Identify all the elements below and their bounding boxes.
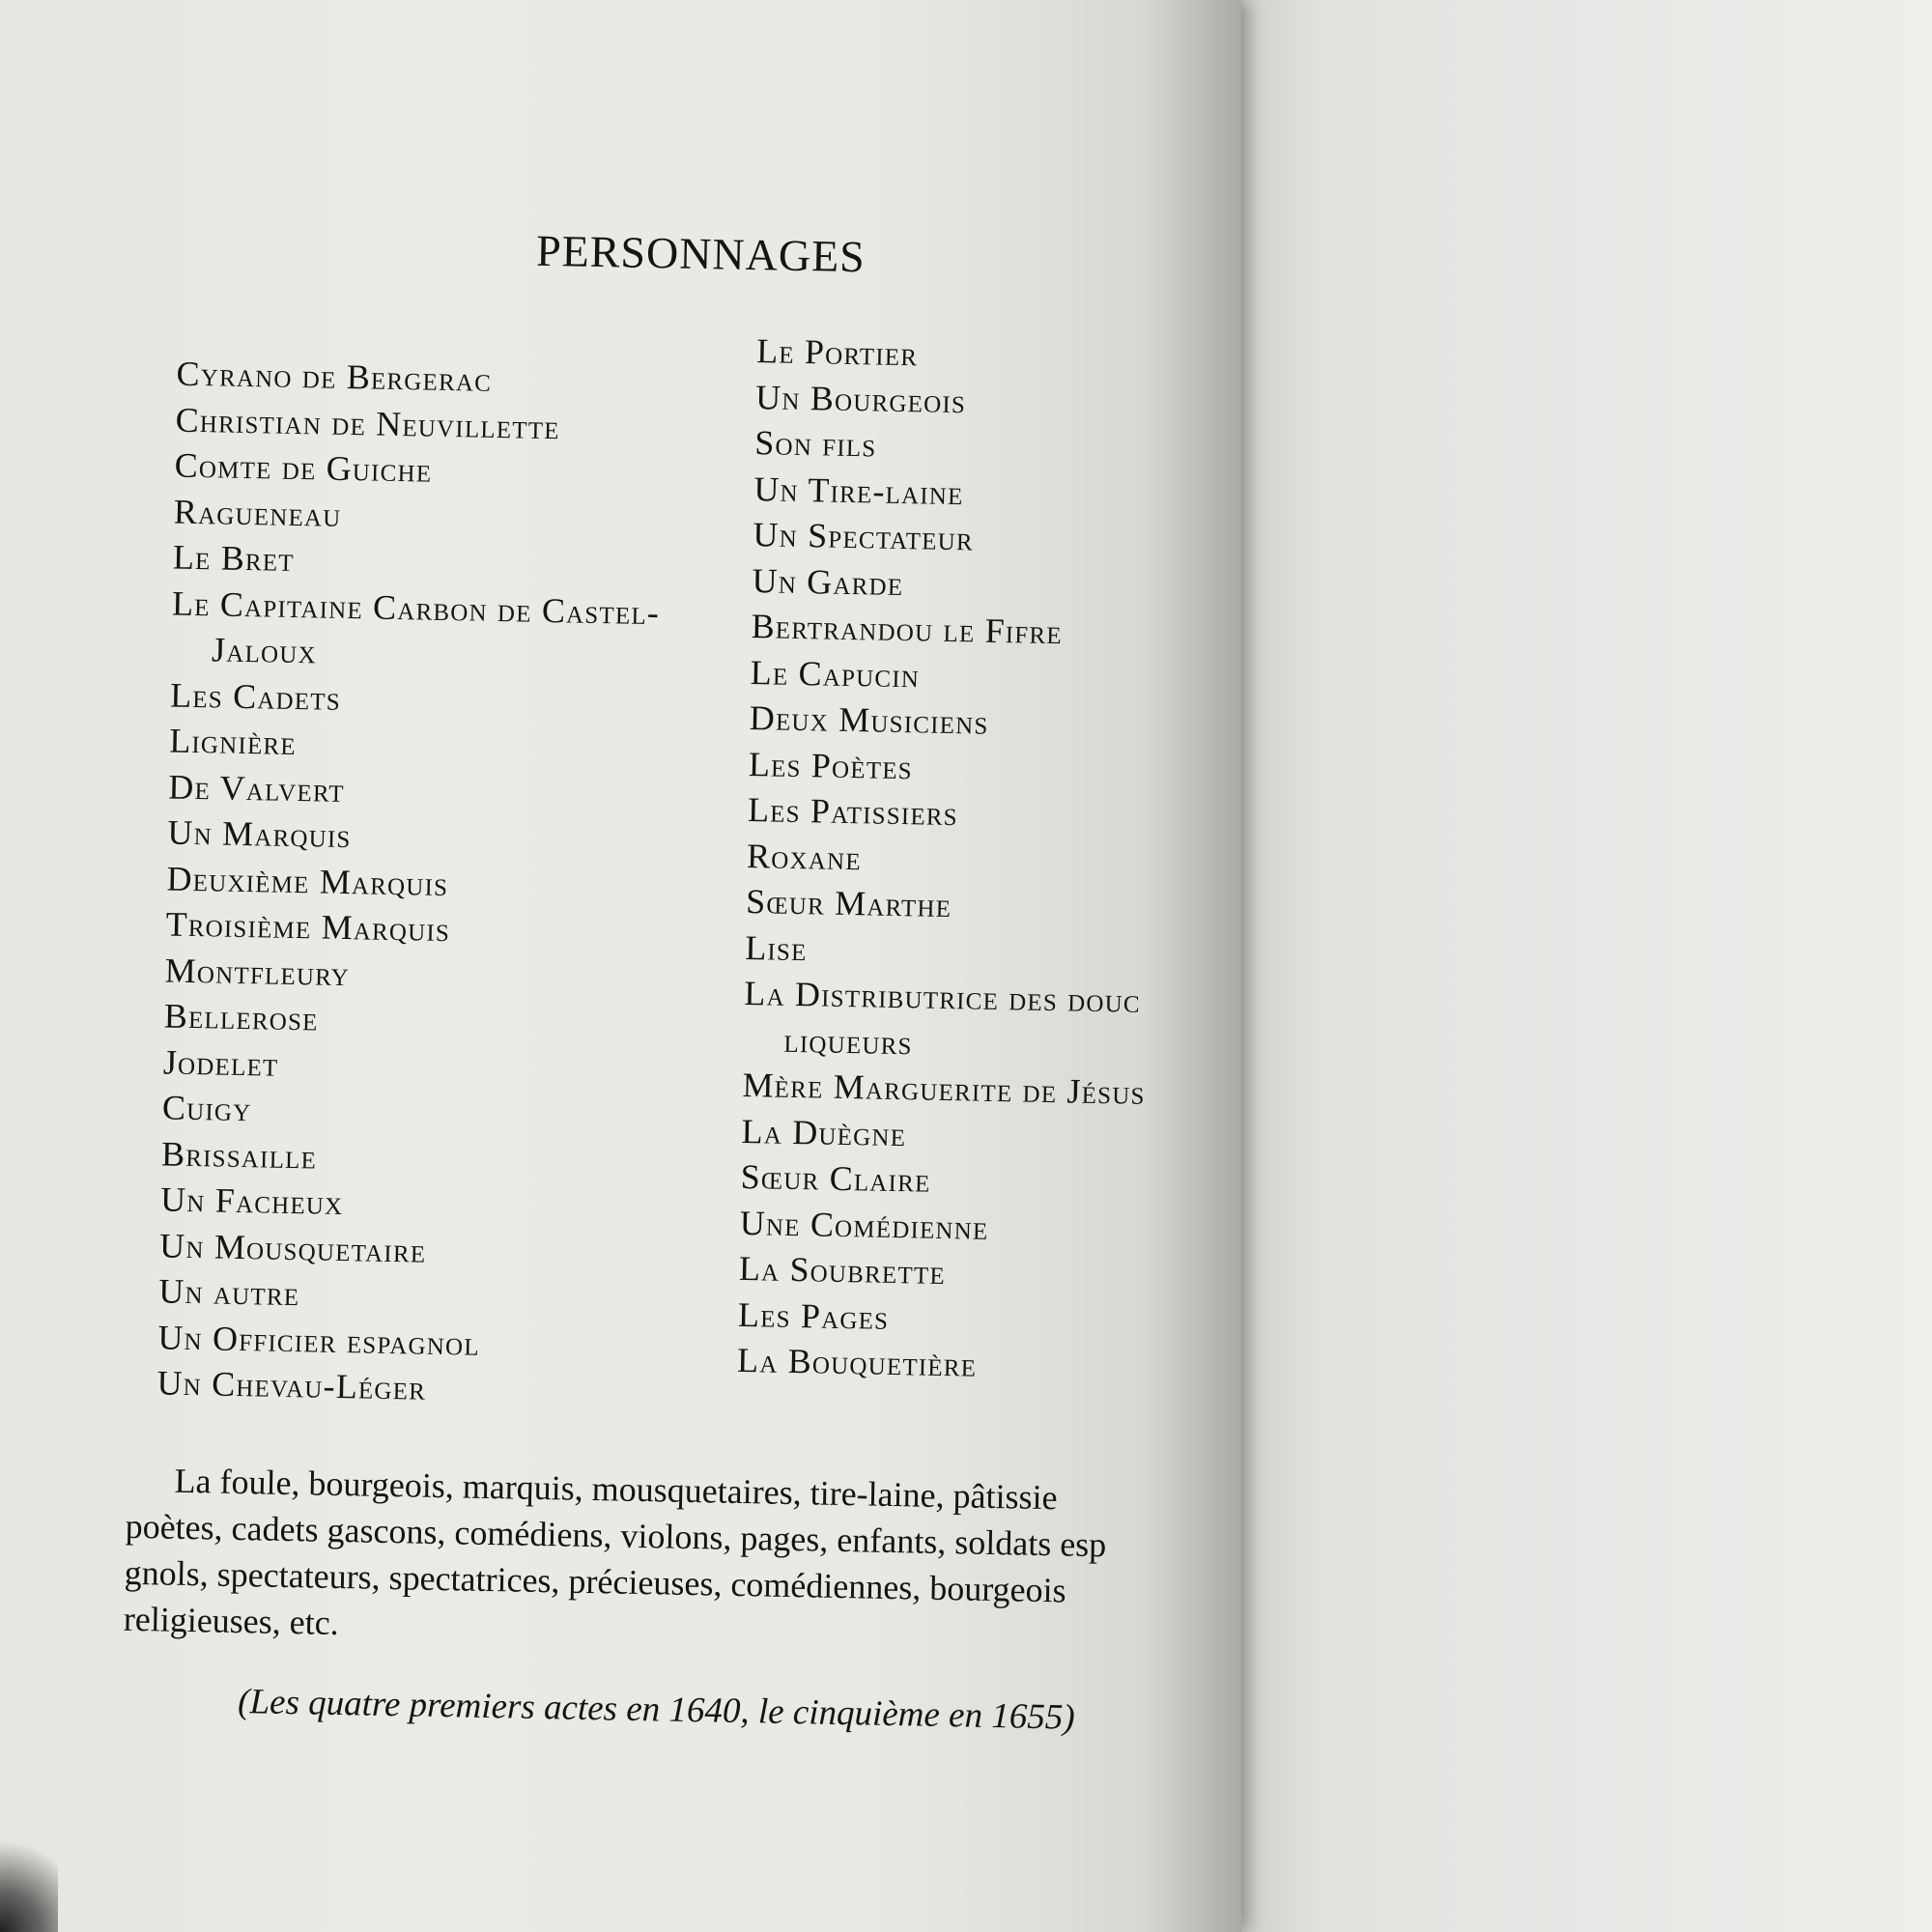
characters-right-column xyxy=(737,328,1160,1391)
character-item: De Valvert xyxy=(168,767,346,810)
character-item: Un Spectateur xyxy=(753,515,975,558)
character-item: Le Portier xyxy=(755,331,919,374)
crowd-paragraph xyxy=(123,1457,1198,1662)
character-item: La Duègne xyxy=(741,1111,907,1153)
corner-shadow xyxy=(0,1826,58,1932)
character-item: Les Patissiers xyxy=(747,790,959,834)
character-item: Bellerose xyxy=(163,996,320,1038)
character-item: Cyrano de Bergerac xyxy=(176,354,493,399)
character-item-continuation: Jaloux xyxy=(211,630,318,671)
character-item: La Soubrette xyxy=(738,1248,947,1293)
crowd-line: La foule, bourgeois, marquis, mousquetaires, tire-laine, pâtissie xyxy=(174,1461,1058,1518)
character-item: Sœur Claire xyxy=(740,1156,931,1200)
character-item: Montfleury xyxy=(164,950,351,993)
character-item: Le Capitaine Carbon de Castel- xyxy=(171,583,661,632)
character-item: Un Officier espagnol xyxy=(157,1317,481,1363)
character-item: Les Pages xyxy=(737,1294,890,1337)
character-item: Son fils xyxy=(753,423,877,465)
character-item-continuation: liqueurs xyxy=(783,1020,914,1062)
character-item: Un Garde xyxy=(752,560,904,603)
page-title: PERSONNAGES xyxy=(535,225,867,282)
character-item: Cuigy xyxy=(161,1088,252,1129)
character-item: Un Facheux xyxy=(159,1179,344,1223)
character-item: Un Tire-laine xyxy=(753,469,965,512)
crowd-line: gnols, spectateurs, spectatrices, précieuses, comédiennes, bourgeois xyxy=(124,1552,1067,1610)
character-item: Une Comédienne xyxy=(739,1203,989,1247)
character-item: Les Cadets xyxy=(169,675,342,718)
character-item: Un Mousquetaire xyxy=(158,1225,427,1270)
character-item: Bertrandou le Fifre xyxy=(751,607,1064,652)
character-item: Un Marquis xyxy=(167,812,352,856)
character-item: Le Bret xyxy=(172,537,296,579)
character-item: Lignière xyxy=(168,721,298,763)
character-item: Sœur Marthe xyxy=(745,882,952,925)
character-item: Deux Musiciens xyxy=(749,698,989,742)
character-item: La Bouquetière xyxy=(736,1340,978,1384)
character-item: Troisième Marquis xyxy=(165,904,451,950)
crowd-line: religieuses, etc. xyxy=(123,1599,340,1643)
character-item: Les Poètes xyxy=(748,744,914,786)
character-item: Mère Marguerite de Jésus xyxy=(742,1065,1147,1112)
character-item: Brissaille xyxy=(160,1133,318,1177)
character-item: Roxane xyxy=(746,836,863,877)
character-item: Christian de Neuvillette xyxy=(175,400,561,446)
character-item: La Distributrice des douc xyxy=(744,973,1142,1020)
time-note: (Les quatre premiers actes en 1640, le cinquième en 1655) xyxy=(237,1682,1076,1738)
character-item: Le Capucin xyxy=(750,652,921,695)
character-item: Un autre xyxy=(157,1271,300,1314)
right-page xyxy=(1188,0,1932,1932)
character-item: Un Chevau-Léger xyxy=(156,1363,427,1407)
character-item: Comte de Guiche xyxy=(174,445,433,490)
character-item: Ragueneau xyxy=(173,492,342,534)
character-item: Lise xyxy=(744,927,808,968)
characters-left-column xyxy=(156,352,665,1416)
character-item: Deuxième Marquis xyxy=(166,858,449,903)
character-item: Un Bourgeois xyxy=(754,377,967,420)
crowd-line: poètes, cadets gascons, comédiens, violons, pages, enfants, soldats esp xyxy=(125,1506,1107,1565)
character-item: Jodelet xyxy=(162,1041,279,1084)
